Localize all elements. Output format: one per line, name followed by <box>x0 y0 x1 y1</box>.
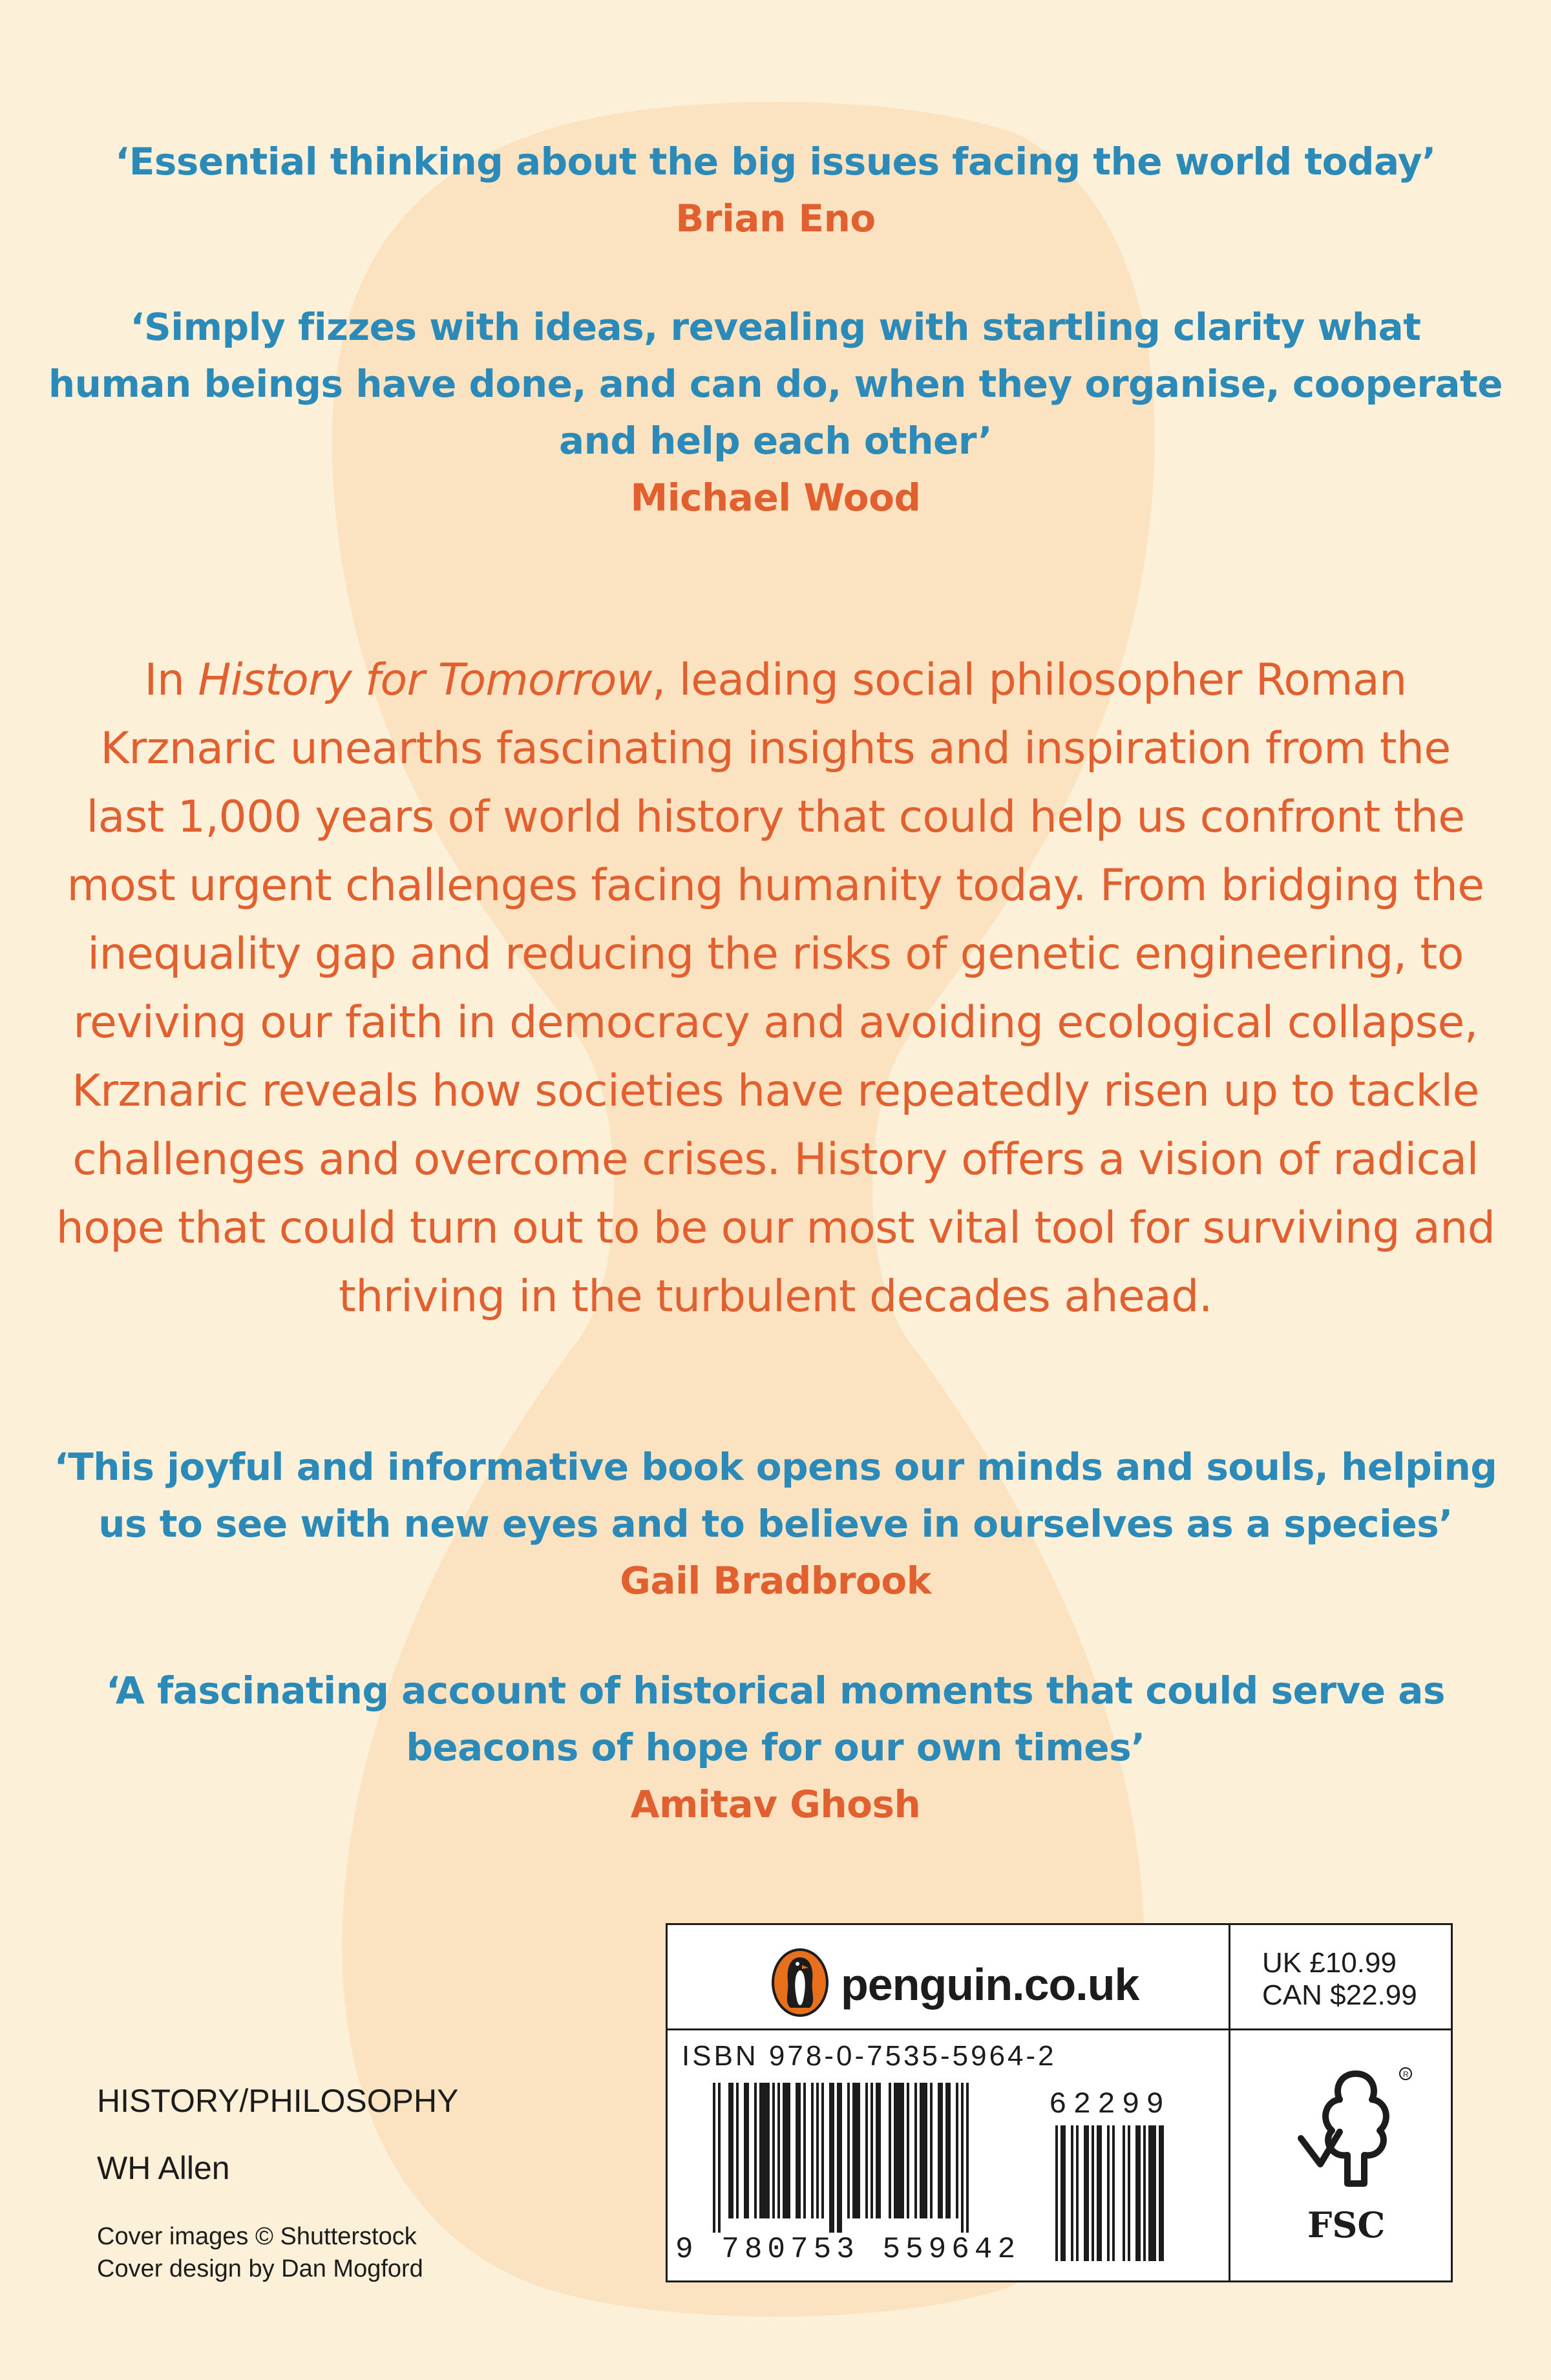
quote-author: Amitav Ghosh <box>630 1782 921 1826</box>
quote-text-line: ‘Simply fizzes with ideas, revealing with startling clarity what <box>130 305 1421 349</box>
quote-text-line: ‘A fascinating account of historical moments that could serve as <box>106 1669 1445 1712</box>
blurb-line: Krznaric unearths fascinating insights and inspiration from the <box>100 723 1451 774</box>
quote-author: Gail Bradbrook <box>620 1559 931 1603</box>
box-divider-horizontal <box>668 2028 1451 2030</box>
quote-author: Michael Wood <box>630 476 921 520</box>
quote-gail-bradbrook <box>0 1438 1551 1609</box>
quote-text-line: human beings have done, and can do, when they organise, cooperate <box>48 362 1503 406</box>
box-divider-vertical <box>1229 1925 1230 2280</box>
blurb-line: most urgent challenges facing humanity today. From bridging the <box>67 860 1484 911</box>
blurb-prefix: In <box>144 655 198 706</box>
blurb-line: hope that could turn out to be our most vital tool for surviving and <box>56 1203 1495 1254</box>
barcode-addon <box>1055 2125 1204 2269</box>
blurb-line: inequality gap and reducing the risks of genetic engineering, to <box>87 929 1464 980</box>
blurb-line <box>0 646 1551 715</box>
publisher-website: penguin.co.uk <box>841 1959 1139 2010</box>
quote-text-line: ‘This joyful and informative book opens our minds and souls, helping <box>54 1445 1497 1489</box>
price-can: CAN $22.99 <box>1262 1979 1417 2011</box>
barcode-addon-digits: 62299 <box>1049 2088 1171 2122</box>
barcode-digits: 9 780753 559642 <box>675 2233 1021 2266</box>
blurb-line: last 1,000 years of world history that could help us confront the <box>86 792 1465 843</box>
quote-text-line: and help each other’ <box>559 419 992 463</box>
svg-text:R: R <box>1403 2070 1409 2079</box>
blurb-line: thriving in the turbulent decades ahead. <box>339 1271 1212 1322</box>
quote-author: Brian Eno <box>675 196 876 240</box>
credit-design: Cover design by Dan Mogford <box>97 2255 423 2282</box>
publisher-name: WH Allen <box>97 2150 230 2186</box>
barcode-main <box>713 2083 1042 2233</box>
blurb-line: challenges and overcome crises. History offers a vision of radical <box>72 1134 1479 1185</box>
fsc-label: FSC <box>1307 2204 1386 2246</box>
blurb-line: reviving our faith in democracy and avoiding ecological collapse, <box>73 997 1478 1048</box>
blurb-line: Krznaric reveals how societies have repeatedly risen up to tackle <box>72 1066 1479 1117</box>
isbn-number: ISBN 978-0-7535-5964-2 <box>682 2040 1057 2072</box>
quote-text-line: beacons of hope for our own times’ <box>406 1725 1145 1769</box>
quote-text: ‘Essential thinking about the big issues facing the world today’ <box>115 140 1436 184</box>
barcode-box <box>666 1923 1453 2282</box>
quote-text-line: us to see with new eyes and to believe in ourselves as a species’ <box>98 1502 1453 1546</box>
credit-images: Cover images © Shutterstock <box>97 2223 417 2250</box>
fsc-tree-icon <box>1294 2061 1417 2196</box>
book-blurb <box>0 646 1551 1331</box>
penguin-logo-icon <box>771 1948 829 2017</box>
book-category: HISTORY/PHILOSOPHY <box>97 2083 459 2119</box>
quote-michael-wood <box>0 299 1551 526</box>
quote-amitav-ghosh <box>0 1662 1551 1833</box>
quote-brian-eno <box>0 133 1551 247</box>
book-title-italic: History for Tomorrow <box>198 655 652 706</box>
price-uk: UK £10.99 <box>1262 1947 1397 1979</box>
blurb-suffix: , leading social philosopher Roman <box>651 655 1407 706</box>
